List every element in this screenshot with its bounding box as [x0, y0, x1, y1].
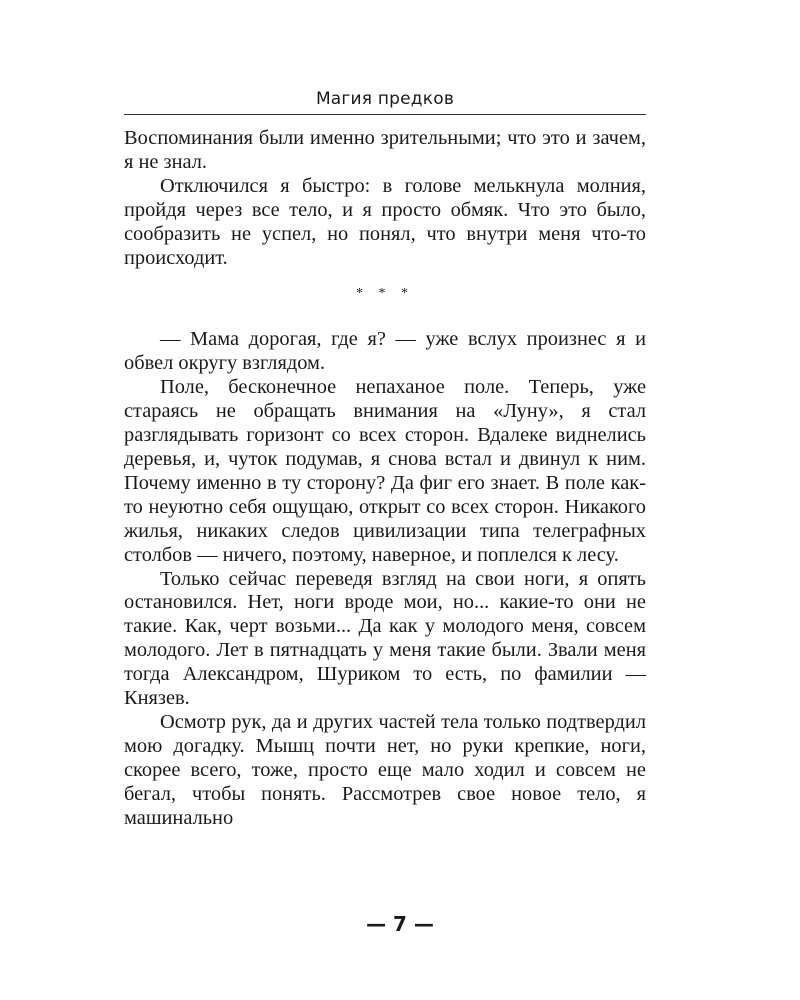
page-number: — 7 — [366, 912, 434, 936]
paragraph: Только сейчас переведя взгляд на свои ноги, я опять остановился. Нет, ноги вроде мои, но... какие-то они не такие. Как, черт возьми... Да как у молодого меня, совсем молодого. Лет в пятнадцать у меня такие были. Звали меня тогда Александром, Шуриком то есть, по фамилии — Князев. [124, 567, 646, 710]
paragraph: Осмотр рук, да и других частей тела только подтвердил мою догадку. Мышц почти нет, но руки крепкие, ноги, скорее всего, тоже, просто еще мало ходил и совсем не бегал, чтобы понять. Рассмотрев свое новое тело, я машинально [124, 710, 646, 829]
paragraph: Воспоминания были именно зрительными; что это и зачем, я не знал. [124, 127, 646, 173]
paragraph: — Мама дорогая, где я? — уже вслух произнес я и обвел округу взглядом. [124, 328, 646, 375]
scene-break: * * * [356, 286, 414, 302]
running-title: Магия предков [124, 88, 646, 115]
text-block-after-break [124, 328, 646, 830]
text-block-before-break [124, 127, 646, 270]
paragraph: Поле, бесконечное непаханое поле. Теперь, уже стараясь не обращать внимания на «Луну», я стал разглядывать горизонт со всех сторон. Вдалеке виднелись деревья, и, чуток подумав, я снова встал и двинул к ним. Почему именно в ту сторону? Да фиг его знает. В поле как-то неуютно себя ощущаю, открыт со всех сторон. Никакого жилья, никаких следов цивилизации типа телеграфных столбов — ничего, поэтому, наверное, и поплелся к лесу. [124, 376, 646, 566]
book-page [124, 88, 646, 830]
paragraph: Отключился я быстро: в голове мелькнула молния, пройдя через все тело, и я просто обмяк. Что это было, сообразить не успел, но понял, что внутри меня что-то происходит. [124, 174, 646, 269]
page-body [124, 127, 646, 830]
